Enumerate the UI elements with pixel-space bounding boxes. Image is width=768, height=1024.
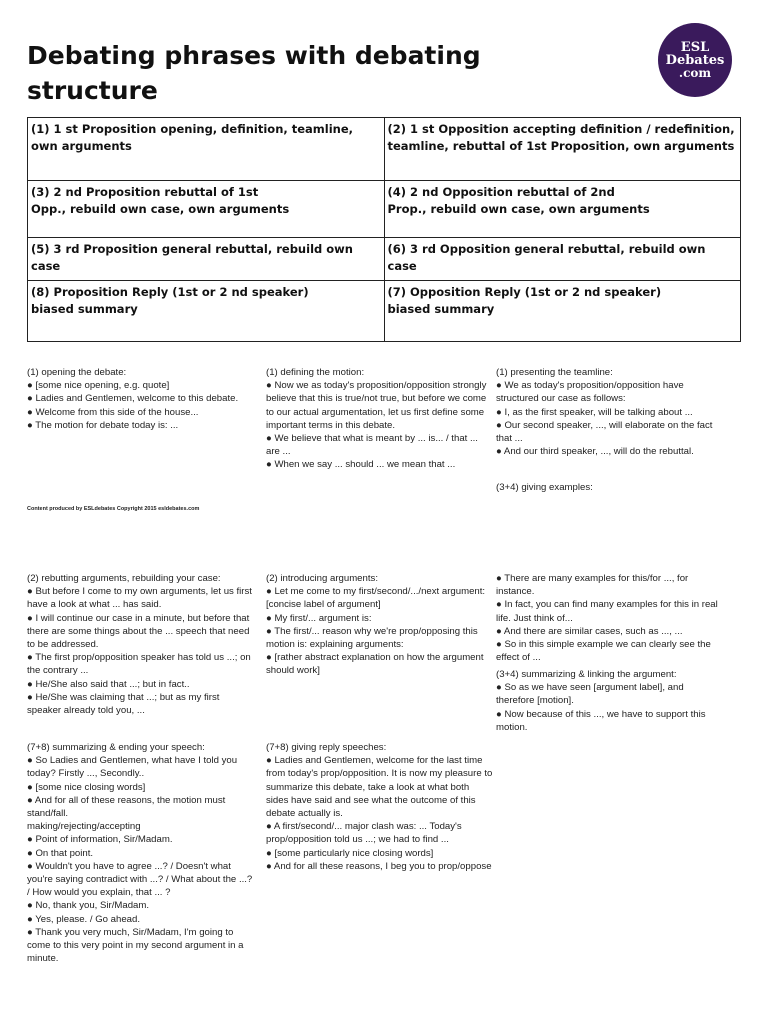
table-cell-prop-reply: (8) Proposition Reply (1st or 2 nd speaker) biased summary bbox=[28, 281, 385, 342]
esl-debates-logo bbox=[658, 23, 732, 97]
summarizing-linking-phrases: (3+4) summarizing & linking the argument: ● So as we have seen [argument label], and therefore [motion]. ● Now because of this ..., we have to support this motion. bbox=[496, 669, 706, 733]
page-title: Debating phrases with debating structure bbox=[27, 41, 481, 105]
table-row bbox=[28, 181, 741, 238]
examples-heading: (3+4) giving examples: bbox=[496, 482, 593, 493]
table-cell-opp-2: (4) 2 nd Opposition rebuttal of 2nd Prop., rebuild own case, own arguments bbox=[384, 181, 741, 238]
table-cell-prop-2: (3) 2 nd Proposition rebuttal of 1st Opp., rebuild own case, own arguments bbox=[28, 181, 385, 238]
debate-structure-table bbox=[27, 117, 741, 342]
table-cell-opp-reply: (7) Opposition Reply (1st or 2 nd speaker) biased summary bbox=[384, 281, 741, 342]
defining-phrases: (1) defining the motion: ● Now we as today's proposition/opposition strongly believe that this is true/not true, but before we come to our actual argumentation, let us first define some important terms in this debate. ● We believe that what is meant by ... is... / that ... are ... ● When we say ... should ... we mean that ... bbox=[266, 367, 487, 471]
teamline-phrases: (1) presenting the teamline: ● We as today's proposition/opposition have structured our case as follows: ● I, as the first speaker, will be talking about ... ● Our second speaker, ..., will elaborate on the fact that ... ● And our third speaker, ..., will do the rebuttal. bbox=[496, 367, 713, 458]
logo-line-2: Debates bbox=[665, 52, 725, 68]
table-cell-prop-3: (5) 3 rd Proposition general rebuttal, rebuild own case bbox=[28, 238, 385, 281]
examples-phrases: ● There are many examples for this/for ..., for instance. ● In fact, you can find many examples for this in real life. Just think of... ● And there are similar cases, such as ..., ... ● So in this simple example we can clearly see the effect of ... bbox=[496, 573, 718, 664]
table-row bbox=[28, 281, 741, 342]
logo-line-3: .com bbox=[678, 65, 712, 80]
introducing-phrases: (2) introducing arguments: ● Let me come to my first/second/.../next argument: [concise label of argument] ● My first/... argument is: ● The first/... reason why we're prop/opposing this motion is: explaining arguments: ● [rather abstract explanation on how the argument should work] bbox=[266, 573, 486, 677]
logo-line-1: ESL bbox=[680, 39, 710, 55]
table-cell-opp-1: (2) 1 st Opposition accepting definition / redefinition, teamline, rebuttal of 1st Proposition, own arguments bbox=[384, 118, 741, 181]
copyright-footer: Content produced by ESLdebates Copyright 2015 esldebates.com bbox=[27, 506, 200, 512]
reply-speech-phrases: (7+8) giving reply speeches: ● Ladies and Gentlemen, welcome for the last time from today's prop/opposition. It is now my pleasure to summarize this debate, take a look at what both sides have said and see what the outcome of this debate actually is. ● A first/second/... major clash was: ... Today's prop/opposition told us ...; we had to find ... ● [some particularly nice closing words] ● And for all these reasons, I beg you to prop/oppose bbox=[266, 742, 493, 872]
rebutting-phrases: (2) rebutting arguments, rebuilding your case: ● But before I come to my own arguments, let us first have a look at what ... has said. ● I will continue our case in a minute, but before that there are some things about the ... speech that need to be addressed. ● The first prop/opposition speaker has told us ...; on the contrary ... ● He/She also said that ...; but in fact.. ● He/She was claiming that ...; but as my first speaker already told you, ... bbox=[27, 573, 252, 717]
table-cell-opp-3: (6) 3 rd Opposition general rebuttal, rebuild own case bbox=[384, 238, 741, 281]
opening-phrases: (1) opening the debate: ● [some nice opening, e.g. quote] ● Ladies and Gentlemen, welcome to this debate. ● Welcome from this side of the house... ● The motion for debate today is: ... bbox=[27, 367, 239, 431]
table-row bbox=[28, 238, 741, 281]
table-cell-prop-1: (1) 1 st Proposition opening, definition, teamline, own arguments bbox=[28, 118, 385, 181]
ending-speech-phrases: (7+8) summarizing & ending your speech: ● So Ladies and Gentlemen, what have I told you today? Firstly ..., Secondly.. ● [some nice closing words] ● And for all of these reasons, the motion must stand/fall. making/rejecting/accepting ● Point of information, Sir/Madam. ● On that point. ● Wouldn't you have to agree ...? / Doesn't what you're saying contradict with ...? / What about the ...? / How would you explain, that ... ? ● No, thank you, Sir/Madam. ● Yes, please. / Go ahead. ● Thank you very much, Sir/Madam, I'm going to come to this very point in my second argument in a minute. bbox=[27, 742, 253, 965]
table-row bbox=[28, 118, 741, 181]
